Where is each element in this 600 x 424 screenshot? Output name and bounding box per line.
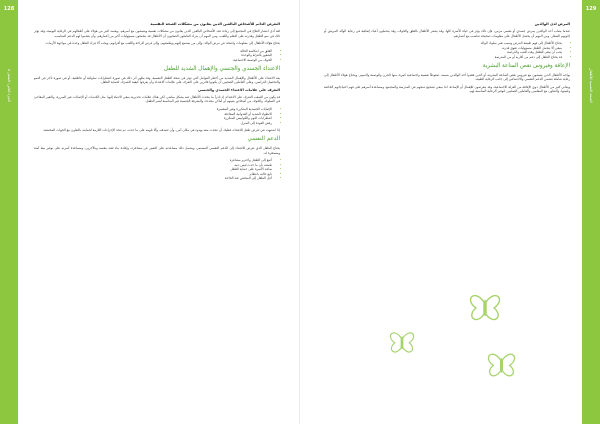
body-paragraph: يحتاج الطفل الذي تعرض للاعتداء إلى الدعم النفسي المستمر، ويشمل ذلك مساعدته على التعبير عن مشاعره، وإعادة بناء ثقته بنفسه وبالآخرين، ومساعدة أسرته على توفير بيئة آمنة ومستقرة له.	[34, 145, 280, 155]
bullet-item: • الانطواء الشديد أو العدوانية المفاجئة	[34, 112, 272, 117]
bullet-item: • رفض العودة إلى المنزل	[34, 121, 272, 126]
left-page-number: 128	[3, 6, 15, 12]
left-page-text-column	[34, 22, 280, 184]
bullet-item: • ينبغي ألا يتحمل الطفل مسؤوليات تفوق قدرته	[324, 46, 562, 51]
bullet-item: • قد يحتاج الطفل إلى دعم من أقاربه أو من المدرسة	[324, 55, 562, 60]
bullet-item: • يجب أن يبقى للطفل وقت للعب والدراسة	[324, 50, 562, 55]
subsection-heading: المرض لدى الوالدين	[534, 22, 570, 26]
butterfly-icon	[471, 296, 500, 320]
right-page	[300, 0, 600, 424]
bullet-item: • يحتاج الأطفال إلى فهم طبيعة المرض وسبب تغير سلوك الوالد	[324, 41, 562, 46]
bullet-item: • اضطرابات النوم والكوابيس المتكررة	[34, 116, 272, 121]
subsection-heading: التعرف على علامات الاعتداء الجسدي والجنسي	[197, 87, 280, 92]
bullet-item: • تابع حالته بانتظام	[34, 172, 272, 177]
body-paragraph: يحتاج هؤلاء الأطفال إلى معلومات واضحة عن مرض الوالد، وإلى من يستمع إليهم ويطمئنهم، وإلى فرص للراحة واللعب مع أقرانهم، ويجب ألا يُترك الطفل وحده في مواجهة الأزمات.	[44, 41, 280, 46]
bullet-item: • أحِل الطفل إلى المختص عند الحاجة	[34, 176, 272, 181]
section-heading: الدعم النفسي	[247, 135, 280, 142]
section-heading: الاعتداء الجسدي والجنسي والإهمال الشديد للطفل	[163, 65, 280, 72]
bullet-item: • الشعور بالعزلة والوحدة	[34, 53, 272, 58]
body-paragraph: إذا اشتبهت في تعرض طفل للاعتداء، فعليك أن تتحدث معه بهدوء في مكان آمن، وأن تصدقه، وألا تلومه على ما حدث، ثم تتخذ الإجراءات اللازمة لحمايته بالتعاون مع الجهات المختصة.	[43, 128, 280, 133]
body-paragraph: لقد أدى انتشار العلاج في المجتمع إلى زيادة عدد الأشخاص البالغين الذين يعانون من مشكلات نفسية ويعيشون مع أسرهم. ويعتمد كثير من هؤلاء على أطفالهم في الرعاية اليومية، وقد يؤثر ذلك في نمو الطفل وقدرته على التعلم واللعب. ومن المهم أن يدرك العاملون الصحيون أن الأطفال قد يتحملون مسؤوليات أكبر من أعمارهم، وأن يقدموا لهم الدعم المناسب.	[34, 29, 280, 38]
body-paragraph: عندما يصاب أحد الوالدين بمرض جسدي أو نفسي مزمن، فإن ذلك يؤثر في حياة الأسرة كلها. وقد يشعر الأطفال بالقلق والخوف، وقد يتحملون أعباء إضافية في رعاية الوالد المريض أو إخوتهم الصغار. ومن المهم أن يحصل الأطفال على معلومات صحيحة تتناسب مع أعمارهم.	[324, 29, 570, 38]
subsection-heading: التعرض الدائم للأشخاص البالغين الذين يعانون من مشكلات الصحة النفسية	[150, 22, 280, 26]
body-paragraph: ويعاني كثير من الأطفال ذوي الإعاقة من العزلة الاجتماعية، وقد يتعرضون للإهمال أو الإساءة. لذا ينبغي تشجيع دمجهم في المدرسة والمجتمع، ومساعدة أسرهم على فهم احتياجاتهم الخاصة وتلبيتها، والتعاون مع المعلمين والعاملين الصحيين لتوفير الرعاية المناسبة لهم.	[324, 84, 570, 94]
bullet-item: • أصغ إلى الطفل واحترم مشاعره	[34, 158, 272, 163]
butterfly-icon	[488, 354, 514, 376]
bullet-item: • الخوف من الوصمة الاجتماعية	[34, 58, 272, 63]
right-page-running-head: الصحة النفسية للأطفال	[589, 67, 593, 103]
bullet-item: • الإصابات الجسدية المتكررة وغير المفسرة	[34, 107, 272, 112]
butterfly-icon	[390, 333, 413, 352]
body-paragraph: يعد الاعتداء على الأطفال والإهمال الشديد من أخطر العوامل التي تؤثر في صحة الطفل النفسية. وقد يظهر أثر ذلك في صورة اضطرابات سلوكية أو عاطفية، أو في صورة تأخر في النمو والتحصيل الدراسي. وعلى العاملين الصحيين أن يكونوا قادرين على التعرف على علامات الاعتداء وأن يعرفوا كيفية التصرف لحماية الطفل.	[34, 75, 280, 85]
bullet-list	[34, 107, 280, 125]
body-paragraph: قد يكون من الصعب التعرف على الاعتداء، إذ نادراً ما يتحدث الأطفال عنه بشكل مباشر. لكن هناك علامات تحذيرية ينبغي الانتباه إليها، مثل الكدمات أو الإصابات غير المبررة، والتغير المفاجئ في السلوك، والخوف من أشخاص بعينهم أو أماكن محددة، والمعرفة الجنسية غير المناسبة لعمر الطفل.	[34, 94, 280, 104]
bullet-item: • ساعد الأسرة على حماية الطفل	[34, 167, 272, 172]
bullet-item: • طمئنه بأن ما حدث ليس ذنبه	[34, 163, 272, 168]
right-page-text-column	[324, 22, 570, 97]
bullet-item: • القلق من انتكاسة الحالة	[34, 49, 272, 54]
left-page-running-head: الجزء الثاني: الفصل ٨	[7, 68, 11, 102]
butterfly-illustration	[360, 282, 550, 392]
section-heading: الإعاقة وفيروس نقص المناعة البشرية	[482, 62, 570, 69]
right-page-number: 129	[585, 6, 597, 12]
bullet-list	[34, 49, 280, 63]
body-paragraph: يواجه الأطفال الذين يعيشون مع فيروس نقص المناعة البشرية، أو الذين فقدوا أحد الوالدين بسببه، ضغوطاً نفسية واجتماعية كبيرة، منها الحزن والوصمة والتمييز. ويحتاج هؤلاء الأطفال إلى رعاية شاملة تتضمن الدعم النفسي والاجتماعي إلى جانب الرعاية الطبية.	[324, 72, 570, 82]
bullet-list	[324, 41, 570, 59]
bullet-list	[34, 158, 280, 181]
